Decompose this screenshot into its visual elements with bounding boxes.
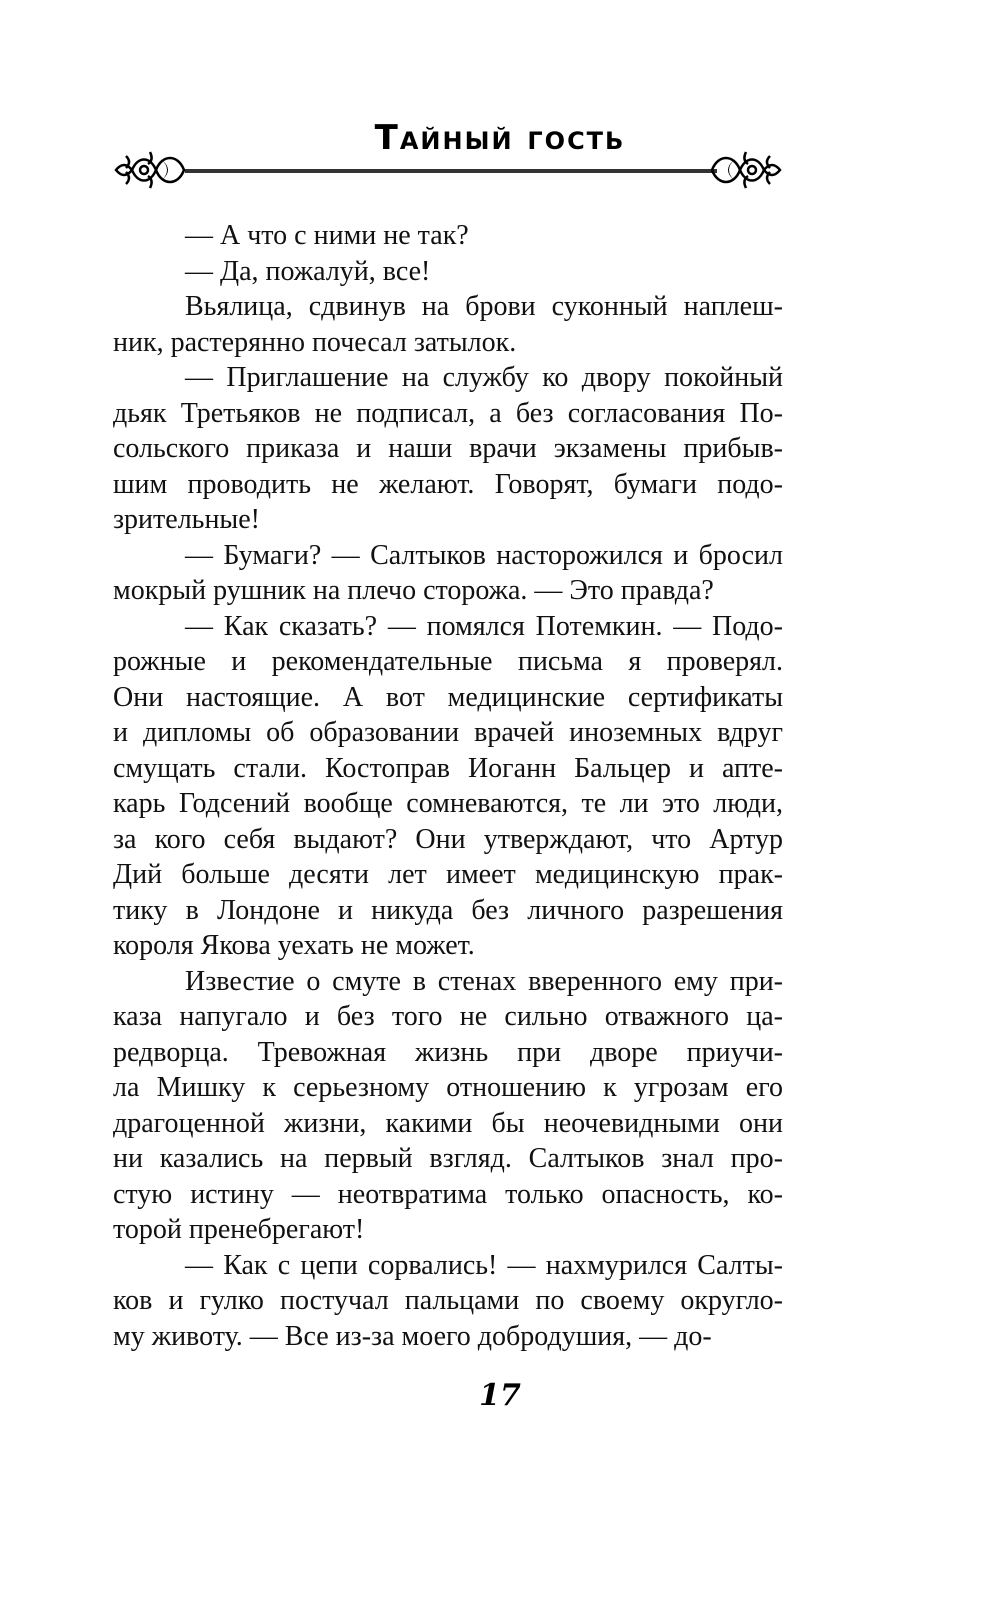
- text-line: тику в Лондоне и никуда без личного разрешения: [113, 894, 783, 926]
- text-line: редворца. Тревожная жизнь при дворе приучи-: [113, 1036, 783, 1068]
- text-line: ла Мишку к серьезному отношению к угрозам его: [113, 1072, 783, 1103]
- ornament-right-icon: [710, 148, 784, 192]
- text-line: — А что с ними не так?: [185, 220, 469, 251]
- text-line: драгоценной жизни, какими бы неочевидными они: [113, 1107, 783, 1139]
- text-line: ник, растерянно почесал затылок.: [113, 326, 517, 358]
- body-text: [113, 218, 783, 1354]
- text-line: торой пренебрегают!: [113, 1214, 365, 1245]
- paragraph: [113, 254, 783, 290]
- text-line: рожные и рекомендательные письма я проверял.: [113, 646, 783, 677]
- paragraph: [113, 1248, 783, 1355]
- text-line: Они настоящие. А вот медицинские сертификаты: [113, 681, 783, 713]
- text-line: Известие о смуте в стенах вверенного ему при-: [185, 965, 783, 997]
- text-line: — Да, пожалуй, все!: [185, 255, 431, 287]
- text-line: и дипломы об образовании врачей иноземных вдруг: [113, 717, 783, 748]
- paragraph: [113, 360, 783, 538]
- paragraph: [113, 218, 783, 254]
- text-line: короля Якова уехать не может.: [113, 930, 475, 961]
- text-line: сольского приказа и наши врачи экзамены прибыв-: [113, 433, 783, 464]
- text-line: дьяк Третьяков не подписал, а без согласования По-: [113, 397, 783, 429]
- text-line: ков и гулко постучал пальцами по своему округло-: [113, 1285, 783, 1316]
- paragraph: [113, 609, 783, 964]
- text-line: за кого себя выдают? Они утверждают, что Артур: [113, 823, 783, 855]
- text-line: ни казались на первый взгляд. Салтыков знал про-: [113, 1143, 783, 1174]
- header-title: Тайный гость: [374, 118, 626, 158]
- text-line: стую истину — неотвратима только опасность, ко-: [113, 1178, 783, 1210]
- text-line: — Бумаги? — Салтыков насторожился и бросил: [185, 539, 783, 571]
- text-line: зрительные!: [113, 504, 260, 535]
- ornament-left-icon: [112, 148, 186, 192]
- text-line: Дий больше десяти лет имеет медицинскую прак-: [113, 859, 783, 890]
- page-number: 17: [479, 1378, 521, 1413]
- text-line: — Как сказать? — помялся Потемкин. — Подо-: [185, 610, 783, 642]
- text-line: — Как с цепи сорвались! — нахмурился Салты-: [185, 1249, 783, 1281]
- paragraph: [113, 289, 783, 360]
- paragraph: [113, 964, 783, 1248]
- text-line: смущать стали. Костоправ Иоганн Бальцер и апте-: [113, 752, 783, 784]
- text-line: мокрый рушник на плечо сторожа. — Это правда?: [113, 575, 714, 606]
- text-line: шим проводить не желают. Говорят, бумаги подо-: [113, 468, 783, 500]
- paragraph: [113, 538, 783, 609]
- text-line: му животу. — Все из-за моего добродушия, — до-: [113, 1320, 712, 1352]
- text-line: — Приглашение на службу ко двору покойный: [185, 362, 783, 393]
- text-line: карь Годсений вообще сомневаются, те ли это люди,: [113, 788, 783, 819]
- text-line: Вьялица, сдвинув на брови суконный наплеш-: [185, 291, 783, 322]
- header-rule: [185, 169, 717, 173]
- text-line: каза напугало и без того не сильно отважного ца-: [113, 1001, 783, 1032]
